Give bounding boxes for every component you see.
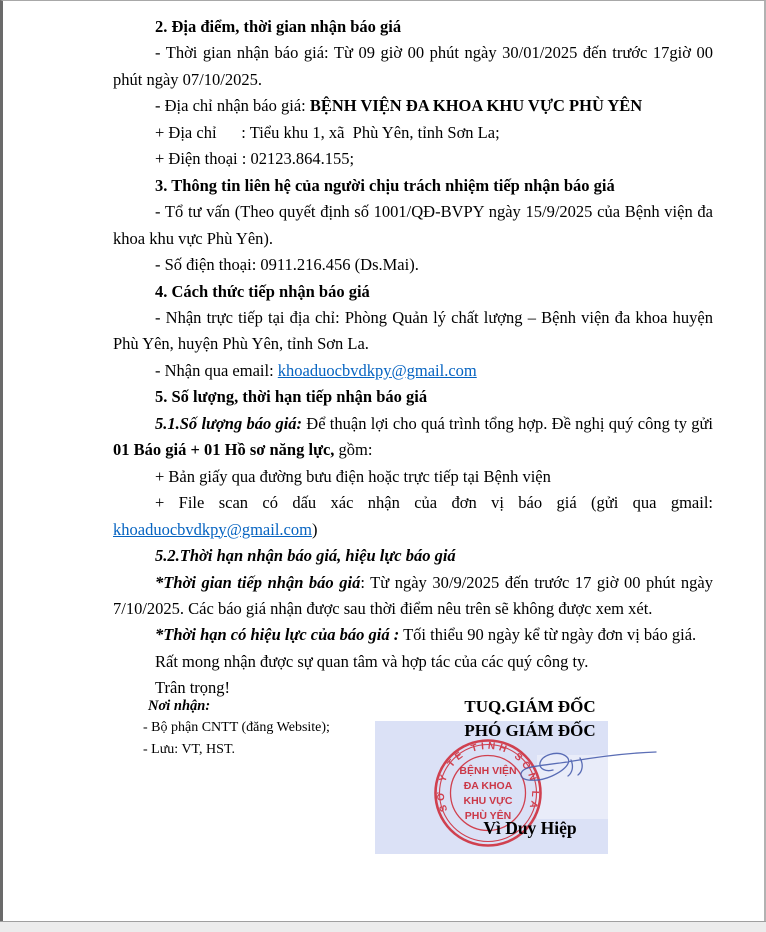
heading-5-2: [113, 543, 713, 569]
document-body: [113, 14, 713, 870]
heading-4: [113, 279, 713, 305]
email-link[interactable]: khoaduocbvdkpy@gmail.com: [277, 360, 477, 380]
text-run: - Nhận trực tiếp tại địa chỉ: Phòng Quản lý chất lượng – Bệnh viện đa khoa huyện Phù Yên, huyện Phù Yên, tỉnh Sơn La.: [113, 307, 713, 354]
text-run: 3. Thông tin liên hệ của người chịu trách nhiệm tiếp nhận báo giá: [155, 175, 615, 195]
signature-footer: [113, 696, 713, 870]
recipient-item: - Bộ phận CNTT (đăng Website);: [143, 719, 330, 735]
text-run: gồm:: [334, 440, 373, 460]
signer-name: Vì Duy Hiệp: [483, 817, 577, 838]
para-thoi-han-hieu-luc: [113, 622, 713, 648]
recipients-label: Nơi nhận:: [148, 697, 211, 714]
text-run: + Điện thoại : 02123.864.155;: [155, 149, 355, 169]
text-run: ): [311, 519, 318, 539]
signing-authority-block: [430, 695, 630, 743]
email-link[interactable]: khoaduocbvdkpy@gmail.com: [113, 519, 312, 539]
para-dien-thoai: [113, 146, 713, 172]
para-rat-mong: [113, 649, 713, 675]
stamp-ring-text: SỞ Y TẾ TỈNH SƠN LA: [435, 740, 541, 813]
stamp-line: PHÙ YÊN: [464, 809, 512, 822]
para-file-scan: [113, 490, 713, 543]
text-run: Trân trọng!: [155, 678, 231, 698]
para-so-dien-thoai: [113, 252, 713, 278]
stamp-line: BỆNH VIỆN: [459, 764, 517, 777]
para-nhan-qua-email: [113, 358, 713, 384]
text-run: Tối thiểu 90 ngày kể từ ngày đơn vị báo giá.: [399, 625, 697, 645]
text-run: + File scan có dấu xác nhận của đơn vị báo giá (gửi qua gmail:: [155, 493, 713, 513]
text-run: 5.2.Thời hạn nhận báo giá, hiệu lực báo giá: [155, 546, 456, 566]
stamp-line: KHU VỰC: [463, 794, 513, 807]
text-run: + Bản giấy qua đường bưu điện hoặc trực tiếp tại Bệnh viện: [155, 466, 551, 486]
page-bottom-edge: [0, 921, 766, 932]
text-run: - Tổ tư vấn (Theo quyết định số 1001/QĐ-BVPY ngày 15/9/2025 của Bệnh viện đa khoa khu vực Phù Yên).: [113, 202, 713, 248]
heading-2: [113, 14, 713, 40]
para-dia-chi-nhan: [113, 93, 713, 119]
text-run: + Địa chỉ : Tiểu khu 1, xã Phù Yên, tỉnh Sơn La;: [155, 122, 500, 142]
text-run: 5. Số lượng, thời hạn tiếp nhận báo giá: [155, 387, 428, 407]
text-run: Rất mong nhận được sự quan tâm và hợp tác của các quý công ty.: [155, 651, 589, 671]
text-run: - Số điện thoại: 0911.216.456 (Ds.Mai).: [155, 255, 419, 275]
text-run: 2. Địa điểm, thời gian nhận báo giá: [155, 17, 402, 36]
paragraphs-container: [113, 14, 713, 702]
text-run: 5.1.Số lượng báo giá:: [155, 413, 303, 433]
stamp-line: ĐA KHOA: [463, 779, 513, 792]
signing-position: PHÓ GIÁM ĐỐC: [464, 720, 596, 740]
heading-5: [113, 384, 713, 410]
text-run: - Thời gian nhận báo giá: Từ 09 giờ 00 phút ngày 30/01/2025 đến trước 17giờ 00 phút ngày 07/10/2025.: [113, 43, 713, 89]
para-ban-giay: [113, 464, 713, 490]
text-run: - Nhận qua email:: [155, 360, 278, 380]
text-run: *Thời hạn có hiệu lực của báo giá :: [155, 625, 400, 645]
text-run: *Thời gian tiếp nhận báo giá: [155, 572, 361, 592]
para-thoi-gian-tiep-nhan: [113, 570, 713, 623]
text-run: 01 Báo giá + 01 Hồ sơ năng lực,: [113, 440, 335, 460]
text-run: Để thuận lợi cho quá trình tổng hợp. Đề nghị quý công ty gửi: [302, 413, 713, 433]
text-run: 4. Cách thức tiếp nhận báo giá: [155, 281, 370, 301]
text-run: BỆNH VIỆN ĐA KHOA KHU VỰC PHÙ YÊN: [309, 96, 643, 116]
para-thoi-gian-nhan: [113, 40, 713, 93]
text-run: : Từ ngày 30/9/2025 đến trước 17 giờ 00 phút ngày 7/10/2025. Các báo giá nhận được sau thời điểm nêu trên sẽ không được xem xét.: [113, 572, 713, 618]
heading-3: [113, 173, 713, 199]
recipient-item: - Lưu: VT, HST.: [143, 741, 235, 757]
para-5-1: [113, 411, 713, 464]
para-to-tu-van: [113, 199, 713, 252]
signing-authority: TUQ.GIÁM ĐỐC: [464, 696, 596, 716]
para-nhan-truc-tiep: [113, 305, 713, 358]
para-dia-chi: [113, 120, 713, 146]
text-run: - Địa chỉ nhận báo giá:: [155, 96, 310, 116]
